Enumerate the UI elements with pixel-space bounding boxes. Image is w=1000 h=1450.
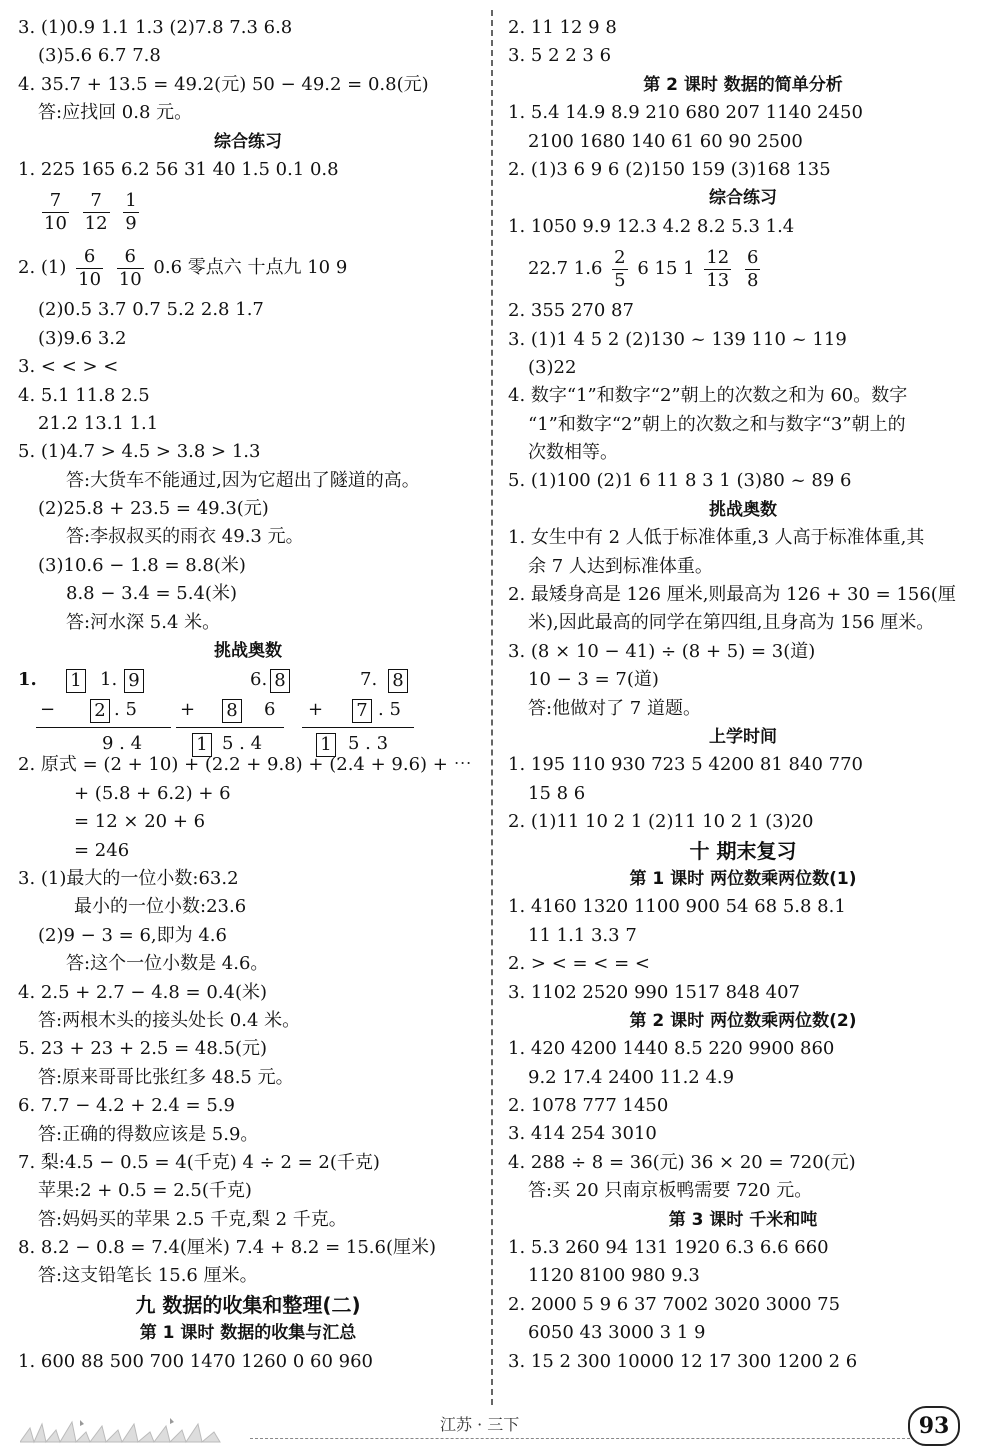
answer-line: 答:这个一位小数是 4.6。 [66,953,269,975]
answer-line: 4. 5.1 11.8 2.5 [18,384,150,406]
page-footer [0,1400,1000,1450]
answer-line: (3)5.6 6.7 7.8 [38,45,161,67]
answer-line: 答:妈妈买的苹果 2.5 千克,梨 2 千克。 [38,1208,347,1230]
answer-line: 2. (1)11 10 2 1 (2)11 10 2 1 (3)20 [508,811,814,833]
lesson-heading: 第 1 课时 数据的收集与汇总 [139,1323,357,1344]
answer-line: 1. 420 4200 1440 8.5 220 9900 860 [508,1038,835,1060]
answer-line: (3)9.6 3.2 [38,327,127,349]
answer-line: 11 1.1 3.3 7 [528,924,637,946]
answer-line: 1. 600 88 500 700 1470 1260 0 60 960 [18,1350,373,1372]
lesson-heading: 第 3 课时 千米和吨 [668,1209,818,1230]
vertical-arithmetic-puzzles: 1. 1 1. 9 − 2 . 5 9 . 4 6. 8 + 8 6 1 5 . 4 7. 8 + 7 . 5 1 5 . 3 [18,665,478,751]
answer-line: 2100 1680 140 61 60 90 2500 [528,130,803,152]
answer-line: 答:买 20 只南京板鸭需要 720 元。 [528,1180,813,1202]
chapter-heading: 十 期末复习 [689,838,797,863]
answer-box: 8 [388,669,408,693]
page-number: 93 [908,1406,960,1446]
answer-line: 1. 4160 1320 1100 900 54 68 5.8 8.1 [508,896,846,918]
column-divider [491,10,493,1405]
answer-line: 5. (1)100 (2)1 6 11 8 3 1 (3)80 ~ 89 6 [508,470,852,492]
answer-box: 1 [192,733,212,757]
answer-line: 余 7 人达到标准体重。 [528,555,713,577]
question-number: 1. [18,669,37,691]
answer-line: 苹果:2 + 0.5 = 2.5(千克) [38,1180,252,1202]
grass-decoration-icon [20,1414,230,1444]
answer-line: = 246 [74,839,130,861]
answer-line: 1. 5.4 14.9 8.9 210 680 207 1140 2450 [508,102,863,124]
answer-line: 4. 35.7 + 13.5 = 49.2(元) 50 − 49.2 = 0.8(元) [18,73,429,95]
answer-line: 答:这支铅笔长 15.6 厘米。 [38,1265,258,1287]
fraction: $\frac{6}{10}$ [118,245,142,290]
section-heading: 综合练习 [709,188,777,209]
fraction-line: 2. (1) $\frac{6}{10}$ $\frac{6}{10}$ 0.6 零点六 十点九 10 9 [18,245,348,290]
answer-line: 6050 43 3000 3 1 9 [528,1322,706,1344]
answer-line: 2. (1)3 6 9 6 (2)150 159 (3)168 135 [508,158,831,180]
answer-line: 9.2 17.4 2400 11.2 4.9 [528,1066,735,1088]
answer-box: 7 [352,699,372,723]
footer-rule [250,1438,910,1439]
answer-line: = 12 × 20 + 6 [74,811,206,833]
answer-line: 3. 1102 2520 990 1517 848 407 [508,981,800,1003]
answer-line: 3. < < > < [18,356,119,378]
answer-line: 10 − 3 = 7(道) [528,669,659,691]
answer-line: 答:正确的得数应该是 5.9。 [38,1123,259,1145]
fraction: $\frac{1}{9}$ [125,189,137,234]
answer-line: 5. 23 + 23 + 2.5 = 48.5(元) [18,1038,268,1060]
answer-line: 1. 1050 9.9 12.3 4.2 8.2 5.3 1.4 [508,215,795,237]
chapter-heading: 九 数据的收集和整理(二) [135,1292,361,1317]
answer-line: + (5.8 + 6.2) + 6 [74,782,231,804]
answer-line: 答:应找回 0.8 元。 [38,102,193,124]
answer-line: 3. 15 2 300 10000 12 17 300 1200 2 6 [508,1350,858,1372]
answer-line: 3. (1)最大的一位小数:63.2 [18,867,239,889]
answer-line: 答:原来哥哥比张红多 48.5 元。 [38,1066,294,1088]
answer-line: 2. 2000 5 9 6 37 7002 3020 3000 75 [508,1293,841,1315]
answer-line: 1. 195 110 930 723 5 4200 81 840 770 [508,754,863,776]
fraction: $\frac{2}{5}$ [614,246,626,291]
answer-box: 1 [316,733,336,757]
answer-box: 8 [270,669,290,693]
fraction: $\frac{6}{10}$ [78,245,102,290]
answer-line: 次数相等。 [528,442,618,464]
answer-line: 1. 225 165 6.2 56 31 40 1.5 0.1 0.8 [18,158,339,180]
answer-line: 答:他做对了 7 道题。 [528,697,701,719]
answer-box: 1 [66,669,86,693]
answer-line: “1”和数字“2”朝上的次数之和与数字“3”朝上的 [528,413,906,435]
answer-line: 1. 女生中有 2 人低于标准体重,3 人高于标准体重,其 [508,527,925,549]
answer-line: 7. 梨:4.5 − 0.5 = 4(千克) 4 ÷ 2 = 2(千克) [18,1151,380,1173]
answer-line: 4. 288 ÷ 8 = 36(元) 36 × 20 = 720(元) [508,1151,856,1173]
answer-line: (2)9 − 3 = 6,即为 4.6 [38,924,227,946]
lesson-heading: 第 1 课时 两位数乘两位数(1) [629,868,857,889]
answer-line: 2. 11 12 9 8 [508,17,617,38]
fraction: $\frac{12}{13}$ [706,246,730,291]
lesson-heading: 第 2 课时 两位数乘两位数(2) [629,1010,857,1031]
answer-line: 1. 5.3 260 94 131 1920 6.3 6.6 660 [508,1237,829,1259]
answer-line: 3. 414 254 3010 [508,1123,657,1145]
fraction: $\frac{6}{8}$ [747,246,759,291]
fraction-line [18,184,478,240]
answer-line: 答:李叔叔买的雨衣 49.3 元。 [66,526,304,548]
answer-line: 4. 2.5 + 2.7 − 4.8 = 0.4(米) [18,981,268,1003]
answer-line: 答:大货车不能通过,因为它超出了隧道的高。 [66,469,420,491]
answer-line: 21.2 13.1 1.1 [38,412,159,434]
answer-line: 3. (1)1 4 5 2 (2)130 ~ 139 110 ~ 119 [508,328,847,350]
answer-line: 3. 5 2 2 3 6 [508,45,612,67]
answer-line: 6. 7.7 − 4.2 + 2.4 = 5.9 [18,1095,235,1117]
answer-line: (3)10.6 − 1.8 = 8.8(米) [38,554,246,576]
answer-line: (2)25.8 + 23.5 = 49.3(元) [38,498,269,520]
section-heading: 上学时间 [709,726,777,747]
answer-line: 8.8 − 3.4 = 5.4(米) [66,583,237,605]
answer-line: 答:河水深 5.4 米。 [66,611,221,633]
answer-box: 9 [124,669,144,693]
right-column [508,14,978,1376]
section-heading: 综合练习 [214,131,282,152]
answer-line: 15 8 6 [528,782,586,804]
footer-book-label: 江苏 · 三下 [440,1415,520,1434]
section-heading: 挑战奥数 [214,641,282,662]
answer-line: 2. 原式 = (2 + 10) + (2.2 + 9.8) + (2.4 + 9.6) + ⋯ [18,754,472,776]
answer-line: 米),因此最高的同学在第四组,且身高为 156 厘米。 [528,612,935,634]
answer-line: 2. 1078 777 1450 [508,1095,669,1117]
answer-box: 8 [222,699,242,723]
answer-line: 2. 最矮身高是 126 厘米,则最高为 126 + 30 = 156(厘 [508,584,956,606]
answer-line: 2. 355 270 87 [508,300,634,322]
section-heading: 挑战奥数 [709,499,777,520]
answer-line: 答:两根木头的接头处长 0.4 米。 [38,1009,301,1031]
answer-line: (3)22 [528,356,577,378]
left-column [18,14,478,1376]
answer-line: 2. > < = < = < [508,953,650,975]
fraction: $\frac{7}{12}$ [84,189,108,234]
answer-line: 3. (8 × 10 − 41) ÷ (8 + 5) = 3(道) [508,640,816,662]
answer-line: 3. (1)0.9 1.1 1.3 (2)7.8 7.3 6.8 [18,17,293,38]
fraction: $\frac{7}{10}$ [44,189,67,234]
answer-line: 最小的一位小数:23.6 [74,896,247,918]
answer-line: 5. (1)4.7 > 4.5 > 3.8 > 1.3 [18,441,261,463]
answer-line: 4. 数字“1”和数字“2”朝上的次数之和为 60。数字 [508,385,908,407]
answer-box: 2 [90,699,110,723]
answer-line: (2)0.5 3.7 0.7 5.2 2.8 1.7 [38,299,264,321]
lesson-heading: 第 2 课时 数据的简单分析 [643,74,843,95]
fraction-line: 22.7 1.6 $\frac{2}{5}$ 6 15 1 $\frac{12}{13}$ $\frac{6}{8}$ [528,246,759,291]
answer-line: 8. 8.2 − 0.8 = 7.4(厘米) 7.4 + 8.2 = 15.6(厘米) [18,1237,437,1259]
answer-line: 1120 8100 980 9.3 [528,1265,700,1287]
